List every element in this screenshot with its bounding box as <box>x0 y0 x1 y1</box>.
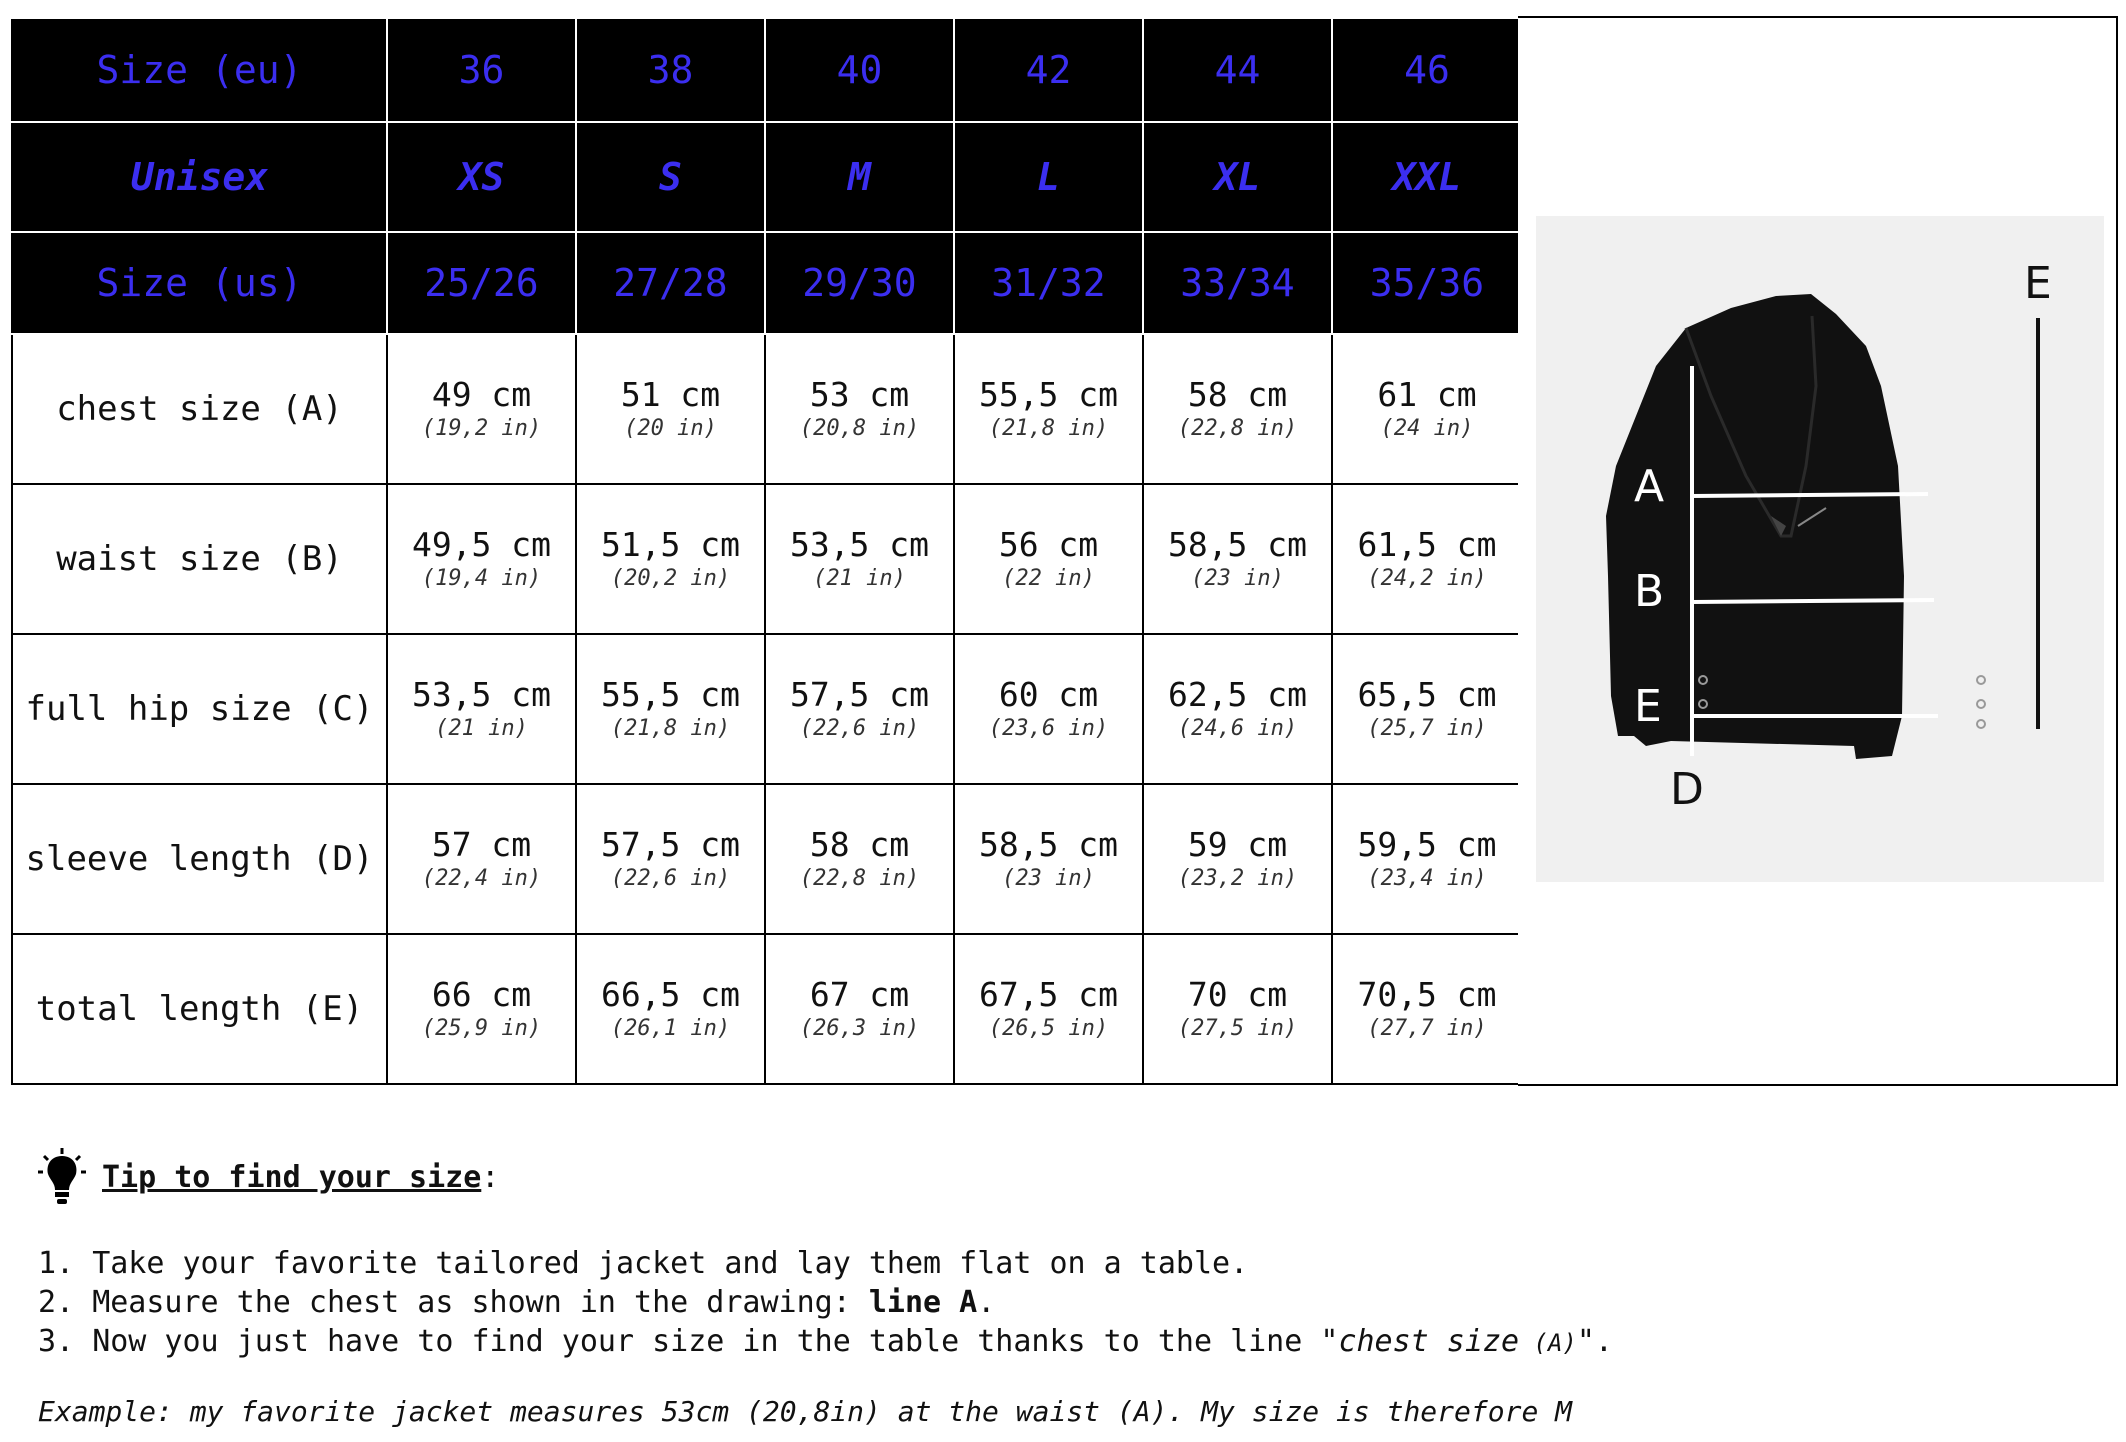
header-label: Size (us) <box>12 232 387 334</box>
tip-title-colon: : <box>481 1159 500 1195</box>
measure-cell <box>954 634 1143 784</box>
cm-value: 57 cm <box>431 825 532 864</box>
measure-cell <box>954 934 1143 1084</box>
step-small: (A) <box>1519 1329 1577 1357</box>
header-row-size-eu <box>12 18 1522 122</box>
inch-value: (22,4 in) <box>421 866 542 891</box>
header-cell: 25/26 <box>387 232 576 334</box>
inch-value: (24,2 in) <box>1367 566 1487 591</box>
cm-value: 60 cm <box>998 675 1099 714</box>
cm-value: 53 cm <box>809 375 910 414</box>
measure-cell <box>1143 934 1332 1084</box>
row-label: total length (E) <box>12 934 387 1084</box>
step-text: Measure the chest as shown in the drawing: <box>92 1285 869 1320</box>
cm-value: 58 cm <box>809 825 910 864</box>
label-b: B <box>1634 566 1665 617</box>
step-after: . <box>977 1285 996 1320</box>
measure-cell <box>387 634 576 784</box>
cm-value: 56 cm <box>998 525 1099 564</box>
header-cell: 42 <box>954 18 1143 122</box>
inch-value: (19,2 in) <box>421 416 542 441</box>
measure-cell <box>765 934 954 1084</box>
table-row-waist <box>12 484 1522 634</box>
list-item <box>38 1283 2038 1322</box>
inch-value: (23,6 in) <box>988 716 1109 741</box>
header-cell: 29/30 <box>765 232 954 334</box>
measure-cell <box>765 784 954 934</box>
inch-value: (23 in) <box>1191 566 1284 591</box>
inch-value: (22,8 in) <box>799 866 920 891</box>
header-row-size-us <box>12 232 1522 334</box>
header-cell: S <box>576 122 765 232</box>
inch-value: (23,2 in) <box>1177 866 1298 891</box>
cm-value: 51 cm <box>620 375 721 414</box>
size-chart-table <box>11 17 1523 1085</box>
measure-cell <box>1143 634 1332 784</box>
measure-cell <box>1332 634 1522 784</box>
inch-value: (21,8 in) <box>988 416 1109 441</box>
measure-cell <box>576 934 765 1084</box>
cm-value: 62,5 cm <box>1167 675 1308 714</box>
measure-cell <box>1332 784 1522 934</box>
inch-value: (27,5 in) <box>1177 1016 1298 1041</box>
header-cell: L <box>954 122 1143 232</box>
tips-section <box>38 1148 2038 1428</box>
label-e-lower: E <box>1634 681 1662 732</box>
tip-title: Tip to find your size <box>102 1159 482 1195</box>
measure-cell <box>765 634 954 784</box>
measure-cell <box>387 784 576 934</box>
cm-value: 53,5 cm <box>411 675 552 714</box>
step-number: 3. <box>38 1324 75 1359</box>
measure-cell <box>576 484 765 634</box>
cm-value: 58 cm <box>1187 375 1288 414</box>
cm-value: 58,5 cm <box>978 825 1119 864</box>
cm-value: 58,5 cm <box>1167 525 1308 564</box>
table-row-sleeve <box>12 784 1522 934</box>
inch-value: (26,5 in) <box>988 1016 1109 1041</box>
list-item <box>38 1322 2038 1363</box>
inch-value: (22 in) <box>1002 566 1095 591</box>
cm-value: 66,5 cm <box>600 975 741 1014</box>
header-cell: 38 <box>576 18 765 122</box>
measure-cell <box>576 784 765 934</box>
header-label: Size (eu) <box>12 18 387 122</box>
step-number: 1. <box>38 1246 75 1281</box>
measure-cell <box>1332 334 1522 484</box>
cm-value: 65,5 cm <box>1357 675 1497 714</box>
measure-cell <box>387 334 576 484</box>
label-d: D <box>1670 764 1704 815</box>
cm-value: 61,5 cm <box>1357 525 1497 564</box>
inch-value: (26,1 in) <box>610 1016 731 1041</box>
measure-cell <box>1143 784 1332 934</box>
measure-cell <box>576 334 765 484</box>
step-after: ". <box>1576 1324 1613 1359</box>
measure-cell <box>765 334 954 484</box>
lightbulb-icon <box>38 1148 86 1206</box>
measure-cell <box>954 334 1143 484</box>
cm-value: 70 cm <box>1187 975 1288 1014</box>
step-italic: chest size <box>1338 1324 1520 1359</box>
label-a: A <box>1634 461 1665 512</box>
cm-value: 55,5 cm <box>600 675 741 714</box>
cm-value: 70,5 cm <box>1357 975 1497 1014</box>
row-label: full hip size (C) <box>12 634 387 784</box>
header-cell: 40 <box>765 18 954 122</box>
illustration-panel <box>1518 16 2118 1086</box>
inch-value: (20,8 in) <box>799 416 920 441</box>
row-label: chest size (A) <box>12 334 387 484</box>
step-bold: line A <box>868 1285 978 1320</box>
measure-cell <box>1332 934 1522 1084</box>
inch-value: (23,4 in) <box>1367 866 1487 891</box>
inch-value: (25,7 in) <box>1367 716 1487 741</box>
table-row-total-length <box>12 934 1522 1084</box>
inch-value: (20 in) <box>624 416 717 441</box>
measure-cell <box>1143 484 1332 634</box>
cm-value: 61 cm <box>1377 375 1477 414</box>
header-cell: 46 <box>1332 18 1522 122</box>
header-cell: 36 <box>387 18 576 122</box>
table-row-chest <box>12 334 1522 484</box>
inch-value: (22,6 in) <box>610 866 731 891</box>
header-label: Unisex <box>12 122 387 232</box>
header-cell: XL <box>1143 122 1332 232</box>
row-label: waist size (B) <box>12 484 387 634</box>
table-row-hip <box>12 634 1522 784</box>
measure-cell <box>765 484 954 634</box>
header-row-unisex <box>12 122 1522 232</box>
cm-value: 57,5 cm <box>600 825 741 864</box>
inch-value: (22,8 in) <box>1177 416 1298 441</box>
steps-list <box>38 1244 2038 1363</box>
inch-value: (19,4 in) <box>421 566 542 591</box>
jacket-measurement-diagram <box>1536 216 2104 882</box>
tip-heading <box>38 1148 2038 1206</box>
inch-value: (24,6 in) <box>1177 716 1298 741</box>
header-cell: M <box>765 122 954 232</box>
cm-value: 55,5 cm <box>978 375 1119 414</box>
step-text: Take your favorite tailored jacket and lay them flat on a table. <box>92 1246 1249 1281</box>
list-item <box>38 1244 2038 1283</box>
measure-cell <box>1143 334 1332 484</box>
measure-cell <box>954 484 1143 634</box>
step-text: Now you just have to find your size in the table thanks to the line " <box>92 1324 1339 1359</box>
inch-value: (25,9 in) <box>421 1016 542 1041</box>
inch-value: (21,8 in) <box>610 716 731 741</box>
header-cell: XS <box>387 122 576 232</box>
header-cell: 35/36 <box>1332 232 1522 334</box>
header-cell: 27/28 <box>576 232 765 334</box>
inch-value: (22,6 in) <box>799 716 920 741</box>
header-cell: 44 <box>1143 18 1332 122</box>
cm-value: 59,5 cm <box>1357 825 1497 864</box>
measure-cell <box>576 634 765 784</box>
measure-cell <box>387 934 576 1084</box>
cm-value: 59 cm <box>1187 825 1288 864</box>
header-cell: XXL <box>1332 122 1522 232</box>
inch-value: (21 in) <box>813 566 906 591</box>
cm-value: 57,5 cm <box>789 675 930 714</box>
inch-value: (26,3 in) <box>799 1016 920 1041</box>
inch-value: (20,2 in) <box>610 566 731 591</box>
header-cell: 33/34 <box>1143 232 1332 334</box>
inch-value: (24 in) <box>1380 416 1474 441</box>
cm-value: 51,5 cm <box>600 525 741 564</box>
cm-value: 67,5 cm <box>978 975 1119 1014</box>
label-e-right: E <box>2024 258 2052 309</box>
jacket-photo <box>1536 216 2104 882</box>
measure-cell <box>954 784 1143 934</box>
cm-value: 49 cm <box>431 375 532 414</box>
header-cell: 31/32 <box>954 232 1143 334</box>
row-label: sleeve length (D) <box>12 784 387 934</box>
inch-value: (23 in) <box>1002 866 1095 891</box>
example-text: Example: my favorite jacket measures 53cm (20,8in) at the waist (A). My size is therefore M <box>38 1395 1573 1428</box>
inch-value: (21 in) <box>435 716 528 741</box>
measure-cell <box>1332 484 1522 634</box>
cm-value: 66 cm <box>431 975 532 1014</box>
step-number: 2. <box>38 1285 75 1320</box>
cm-value: 53,5 cm <box>789 525 930 564</box>
measure-cell <box>387 484 576 634</box>
cm-value: 49,5 cm <box>411 525 552 564</box>
inch-value: (27,7 in) <box>1367 1016 1487 1041</box>
cm-value: 67 cm <box>809 975 910 1014</box>
